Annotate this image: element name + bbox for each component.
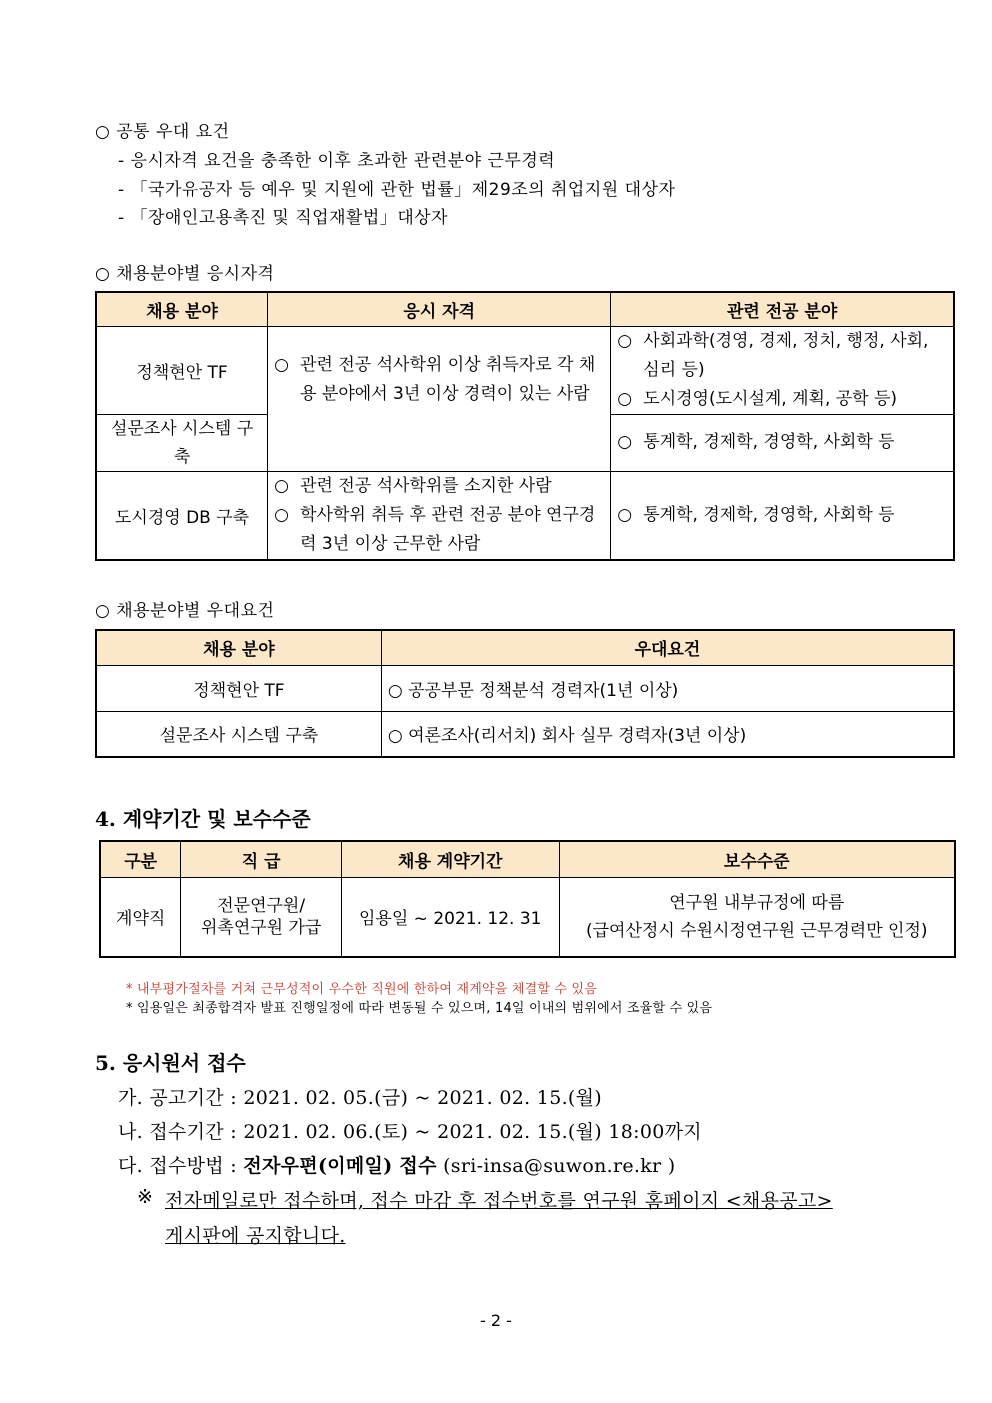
section-4-heading: 4. 계약기간 및 보수수준	[95, 807, 311, 831]
contract-header-pay: 보수수준	[559, 841, 955, 877]
pref-field-1: 정책현안 TF	[96, 665, 381, 711]
bullet-circle: ○	[274, 354, 289, 375]
qual-header-qual: 응시 자격	[268, 292, 611, 326]
qual-3-cell: ○ 관련 전공 석사학위를 소지한 사람 ○ 학사학위 취득 후 관련 전공 분야 연구경력 3년 이상 근무한 사람	[268, 471, 611, 560]
major-1-2: 도시경영(도시설계, 계획, 공학 등)	[643, 388, 898, 409]
notice-mark: ※	[137, 1186, 154, 1208]
apply-notice-period: 가. 공고기간 : 2021. 02. 05.(금) ~ 2021. 02. 15.(월)	[118, 1087, 602, 1109]
preference-table	[95, 629, 955, 758]
apply-method-bold: 전자우편(이메일) 접수	[243, 1155, 437, 1177]
qual-heading: ○ 채용분야별 응시자격	[95, 264, 275, 284]
qual-field-1: 정책현안 TF	[96, 326, 268, 414]
common-item-2: - 「국가유공자 등 예우 및 지원에 관한 법률」제29조의 취업지원 대상자	[118, 180, 676, 200]
qual-12-text: 관련 전공 석사학위 이상 취득자로 각 채용 분야에서 3년 이상 경력이 있는 사람	[300, 354, 596, 404]
common-heading: ○ 공통 우대 요건	[95, 122, 230, 142]
pref-header-field: 채용 분야	[96, 630, 381, 665]
contract-period: 임용일 ~ 2021. 12. 31	[341, 877, 559, 957]
qual-3-2: 학사학위 취득 후 관련 전공 분야 연구경력 3년 이상 근무한 사람	[300, 504, 596, 554]
pref-heading: ○ 채용분야별 우대요건	[95, 601, 275, 621]
contract-header-type: 구분	[100, 841, 181, 877]
pay-line-2: (급여산정시 수원시정연구원 근무경력만 인정)	[586, 920, 928, 941]
pay-line-1: 연구원 내부규정에 따름	[669, 892, 845, 913]
rank-line-2: 위촉연구원 가급	[200, 917, 322, 938]
page-number: - 2 -	[480, 1311, 512, 1330]
qual-major-1: ○ 사회과학(경영, 경제, 정치, 행정, 사회, 심리 등) ○ 도시경영(도시설계, 계획, 공학 등)	[611, 326, 954, 414]
pref-field-2: 설문조사 시스템 구축	[96, 711, 381, 757]
contract-header-rank: 직 급	[181, 841, 342, 877]
qual-header-field: 채용 분야	[96, 292, 268, 326]
contract-pay	[559, 877, 955, 957]
contract-type: 계약직	[100, 877, 181, 957]
contract-note-1: * 내부평가절차를 거쳐 근무성적이 우수한 직원에 한하여 재계약을 체결할 수 있음	[126, 982, 598, 997]
notice-line-1: 전자메일로만 접수하며, 접수 마감 후 접수번호를 연구원 홈페이지 <채용공고>	[165, 1190, 833, 1212]
qual-12-cell	[268, 326, 611, 471]
rank-line-1: 전문연구원/	[217, 895, 306, 916]
contract-note-2: * 임용일은 최종합격자 발표 진행일정에 따라 변동될 수 있으며, 14일 이내의 범위에서 조율할 수 있음	[126, 1001, 713, 1016]
notice-line-2: 게시판에 공지합니다.	[165, 1225, 346, 1247]
section-5-heading: 5. 응시원서 접수	[95, 1051, 246, 1075]
major-3: 통계학, 경제학, 경영학, 사회학 등	[643, 504, 895, 525]
qual-3-1: 관련 전공 석사학위를 소지한 사람	[300, 475, 552, 496]
apply-method	[118, 1151, 676, 1178]
qual-major-2: ○ 통계학, 경제학, 경영학, 사회학 등	[611, 414, 954, 471]
qual-field-3: 도시경영 DB 구축	[96, 471, 268, 560]
major-2: 통계학, 경제학, 경영학, 사회학 등	[643, 432, 895, 452]
contract-table	[99, 840, 956, 958]
pref-req-1: ○ 공공부문 정책분석 경력자(1년 이상)	[381, 665, 954, 711]
apply-email[interactable]: (sri-insa@suwon.re.kr )	[436, 1155, 676, 1177]
contract-header-period: 채용 계약기간	[341, 841, 559, 877]
pref-header-req: 우대요건	[381, 630, 954, 665]
qualification-table	[95, 291, 955, 561]
apply-receipt-period: 나. 접수기간 : 2021. 02. 06.(토) ~ 2021. 02. 15.(월) 18:00까지	[118, 1121, 702, 1143]
qual-header-major: 관련 전공 분야	[611, 292, 954, 326]
common-item-1: - 응시자격 요건을 충족한 이후 초과한 관련분야 근무경력	[118, 151, 556, 171]
qual-field-2: 설문조사 시스템 구축	[96, 414, 268, 471]
common-item-3: - 「장애인고용촉진 및 직업재활법」대상자	[118, 208, 449, 228]
contract-rank	[181, 877, 342, 957]
pref-req-2: ○ 여론조사(리서치) 회사 실무 경력자(3년 이상)	[381, 711, 954, 757]
apply-method-label: 다. 접수방법 :	[118, 1155, 244, 1177]
major-1-1: 사회과학(경영, 경제, 정치, 행정, 사회, 심리 등)	[643, 330, 929, 380]
qual-major-3: ○ 통계학, 경제학, 경영학, 사회학 등	[611, 471, 954, 560]
